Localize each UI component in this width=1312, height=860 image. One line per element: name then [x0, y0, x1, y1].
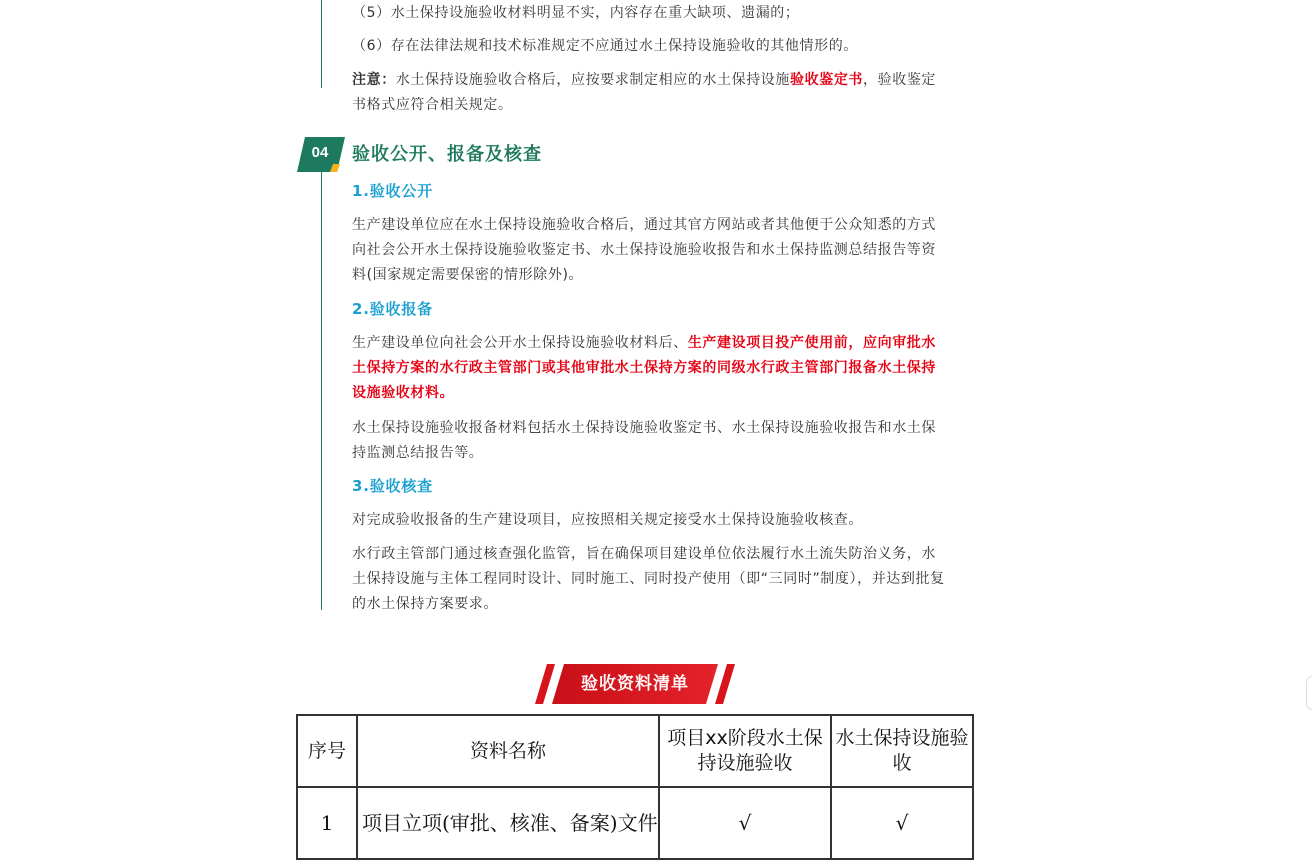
subheading-inspection: 3.验收核查 [352, 477, 433, 495]
header-name: 资料名称 [357, 715, 659, 787]
checklist-banner [535, 664, 735, 704]
subheading-filing: 2.验收报备 [352, 300, 433, 318]
checklist-title: 验收资料清单 [581, 674, 689, 694]
note-label: 注意： [352, 72, 396, 88]
section-timeline-line [321, 172, 322, 610]
note-text-end: ，验收鉴定书格式应符合相关规定。 [352, 72, 937, 113]
table-header-row [297, 715, 973, 787]
subheading-publish: 1.验收公开 [352, 182, 433, 200]
cell-name: 项目立项(审批、核准、备案)文件 [357, 787, 659, 859]
section-number: 04 [311, 144, 329, 161]
note-text: 水土保持设施验收合格后，应按要求制定相应的水土保持设施 [395, 72, 791, 88]
check-icon: √ [831, 787, 973, 859]
list-item: （5）水土保持设施验收材料明显不实，内容存在重大缺项、遗漏的； [352, 5, 800, 21]
checklist-table [296, 714, 974, 860]
filing-highlight: 生产建设项目投产使用前，应向审批水土保持方案的水行政主管部门或其他审批水土保持方案的同级水行政主管部门报备水土保持设施验收材料。 [352, 335, 937, 401]
paragraph-inspection-detail: 水行政主管部门通过核查强化监管，旨在确保项目建设单位依法履行水土流失防治义务，水土保持设施与主体工程同时设计、同时施工、同时投产使用（即“三同时”制度），并达到批复的水土保持方案要求。 [352, 546, 945, 612]
paragraph-publish: 生产建设单位应在水土保持设施验收合格后，通过其官方网站或者其他便于公众知悉的方式向社会公开水土保持设施验收鉴定书、水土保持设施验收报告和水土保持监测总结报告等资料(国家规定需要保密的情形除外)。 [352, 217, 936, 283]
list-item: （6）存在法律法规和技术标准规定不应通过水土保持设施验收的其他情形的。 [352, 38, 858, 54]
header-stage-acceptance: 项目xx阶段水土保持设施验收 [659, 715, 831, 787]
header-acceptance: 水土保持设施验收 [831, 715, 973, 787]
paragraph-inspection: 对完成验收报备的生产建设项目，应按照相关规定接受水土保持设施验收核查。 [352, 512, 863, 528]
section-timeline-line [321, 0, 322, 88]
cell-index: 1 [297, 787, 357, 859]
side-float-handle[interactable] [1306, 676, 1312, 710]
section-title: 验收公开、报备及核查 [352, 144, 542, 165]
section-number-badge [297, 137, 345, 172]
note-highlight: 验收鉴定书 [790, 72, 864, 88]
check-icon: √ [659, 787, 831, 859]
filing-text: 生产建设单位向社会公开水土保持设施验收材料后、 [352, 335, 688, 351]
note-paragraph [352, 68, 948, 118]
paragraph-filing-materials: 水土保持设施验收报备材料包括水土保持设施验收鉴定书、水土保持设施验收报告和水土保持监测总结报告等。 [352, 420, 936, 461]
table-row [297, 787, 973, 859]
header-index: 序号 [297, 715, 357, 787]
paragraph-filing [352, 331, 948, 406]
